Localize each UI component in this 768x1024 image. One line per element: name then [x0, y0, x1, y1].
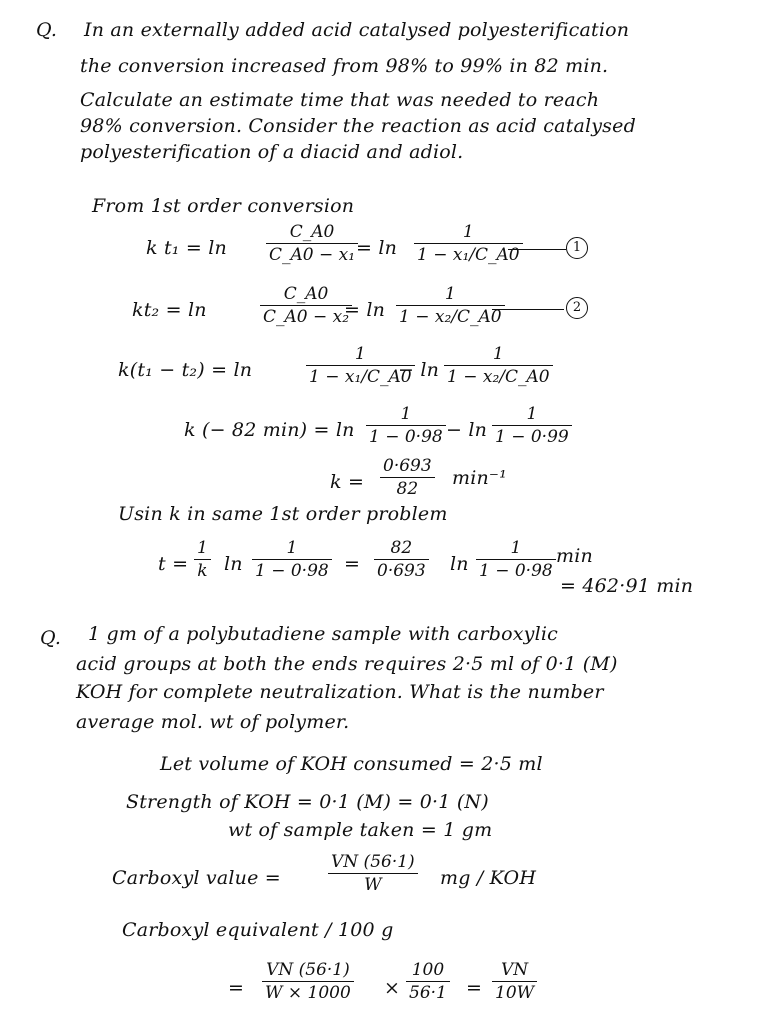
carboxyl-equivalent-equals: = — [228, 977, 245, 999]
eq6-fraction-3-numerator: 82 — [390, 538, 413, 558]
eq6-fraction-3 — [374, 538, 429, 581]
eq2-fraction-2-denominator: 1 − x₂/C_A0 — [399, 307, 502, 327]
eq5-unit: min⁻¹ — [452, 467, 507, 489]
question-1-marker: Q. — [36, 19, 58, 41]
eq6-fraction-2-denominator: 1 − 0·98 — [255, 561, 329, 581]
solution-2-line-3: wt of sample taken = 1 gm — [228, 819, 493, 841]
carboxyl-equivalent-equals-2: = — [466, 977, 483, 999]
question-1-line-2: the conversion increased from 98% to 99% in 82 min. — [80, 55, 609, 77]
carboxyl-equivalent-times: × — [384, 977, 401, 999]
eq2-fraction-2 — [396, 284, 505, 327]
carboxyl-equivalent-fraction-1 — [262, 960, 354, 1003]
equation-2-tag: 2 — [566, 297, 588, 319]
eq4-fraction-2-denominator: 1 − 0·99 — [495, 427, 569, 447]
carboxyl-value-fraction — [328, 852, 418, 895]
eq6-fraction-4 — [476, 538, 556, 581]
fraction-bar — [492, 981, 537, 982]
carboxyl-equivalent-fraction-3-denominator: 10W — [495, 983, 535, 1003]
fraction-bar — [380, 477, 435, 478]
carboxyl-equivalent-fraction-3 — [492, 960, 537, 1003]
fraction-bar — [476, 559, 556, 560]
eq2-fraction-1-denominator: C_A0 − x₂ — [263, 307, 350, 327]
fraction-bar — [414, 243, 523, 244]
eq3-fraction-2 — [444, 344, 553, 387]
eq1-fraction-2-numerator: 1 — [462, 222, 474, 242]
fraction-bar — [396, 305, 505, 306]
carboxyl-equivalent-fraction-2-numerator: 100 — [411, 960, 445, 980]
eq6-fraction-1-numerator: 1 — [197, 538, 208, 558]
eq1-fraction-2 — [414, 222, 523, 265]
carboxyl-value-unit: mg / KOH — [440, 867, 537, 889]
eq3-fraction-1-denominator: 1 − x₁/C_A0 — [309, 367, 412, 387]
fraction-bar — [260, 305, 352, 306]
eq6-fraction-2-numerator: 1 — [286, 538, 298, 558]
eq6-result: = 462·91 min — [560, 575, 694, 597]
eq2-fraction-2-numerator: 1 — [444, 284, 456, 304]
fraction-bar — [194, 559, 211, 560]
solution-2-line-1: Let volume of KOH consumed = 2·5 ml — [160, 753, 543, 775]
question-2-line-1: 1 gm of a polybutadiene sample with carboxylic — [88, 623, 558, 645]
eq5-numerator: 0·693 — [383, 456, 432, 476]
eq6-fraction-3-denominator: 0·693 — [377, 561, 426, 581]
solution-1-using-k: Usin k in same 1st order problem — [118, 503, 448, 525]
question-2-line-3: KOH for complete neutralization. What is the number — [76, 681, 604, 703]
solution-2-line-2: Strength of KOH = 0·1 (M) = 0·1 (N) — [126, 791, 489, 813]
eq6-ln-2: ln — [450, 553, 469, 575]
eq2-fraction-1-numerator: C_A0 — [283, 284, 329, 304]
fraction-bar — [266, 243, 358, 244]
eq6-fraction-1 — [194, 538, 211, 581]
eq5-denominator: 82 — [396, 479, 419, 499]
carboxyl-equivalent-label: Carboxyl equivalent / 100 g — [122, 919, 394, 941]
fraction-bar — [492, 425, 572, 426]
fraction-bar — [328, 873, 418, 874]
eq1-fraction-1 — [266, 222, 358, 265]
eq6-lhs: t = — [158, 553, 189, 575]
eq6-unit: min — [556, 545, 593, 567]
eq6-fraction-1-denominator: k — [197, 561, 208, 581]
eq4-fraction-2 — [492, 404, 572, 447]
eq3-fraction-1-numerator: 1 — [354, 344, 366, 364]
solution-1-intro: From 1st order conversion — [92, 195, 355, 217]
question-2-line-2: acid groups at both the ends requires 2·5 ml of 0·1 (M) — [76, 653, 618, 675]
carboxyl-value-numerator: VN (56·1) — [331, 852, 415, 872]
eq4-fraction-1-numerator: 1 — [400, 404, 412, 424]
eq2-mid: = ln — [344, 299, 386, 321]
eq4-fraction-2-numerator: 1 — [526, 404, 538, 424]
fraction-bar — [444, 365, 553, 366]
fraction-bar — [406, 981, 450, 982]
equation-leader-line — [508, 249, 566, 250]
question-2-line-4: average mol. wt of polymer. — [76, 711, 350, 733]
carboxyl-equivalent-fraction-2 — [406, 960, 450, 1003]
eq3-fraction-2-numerator: 1 — [492, 344, 504, 364]
eq6-ln-1: ln — [224, 553, 243, 575]
question-1-line-5: polyesterification of a diacid and adiol. — [80, 141, 464, 163]
question-1-line-4: 98% conversion. Consider the reaction as acid catalysed — [80, 115, 636, 137]
carboxyl-equivalent-fraction-2-denominator: 56·1 — [409, 983, 447, 1003]
eq3-lhs: k(t₁ − t₂) = ln — [118, 359, 253, 381]
eq1-fraction-1-denominator: C_A0 − x₁ — [269, 245, 356, 265]
carboxyl-value-label: Carboxyl value = — [112, 867, 281, 889]
eq6-fraction-2 — [252, 538, 332, 581]
eq3-mid: − ln — [398, 359, 440, 381]
question-2-marker: Q. — [40, 627, 62, 649]
eq6-fraction-4-denominator: 1 − 0·98 — [479, 561, 553, 581]
carboxyl-equivalent-fraction-1-denominator: W × 1000 — [265, 983, 351, 1003]
eq4-fraction-1 — [366, 404, 446, 447]
question-1-line-3: Calculate an estimate time that was needed to reach — [80, 89, 600, 111]
fraction-bar — [252, 559, 332, 560]
eq4-mid: − ln — [446, 419, 488, 441]
eq1-fraction-1-numerator: C_A0 — [289, 222, 335, 242]
equation-leader-line — [492, 309, 564, 310]
eq1-lhs: k t₁ = ln — [146, 237, 227, 259]
carboxyl-value-denominator: W — [364, 875, 382, 895]
eq2-fraction-1 — [260, 284, 352, 327]
eq6-fraction-4-numerator: 1 — [510, 538, 522, 558]
carboxyl-equivalent-fraction-1-numerator: VN (56·1) — [266, 960, 350, 980]
fraction-bar — [374, 559, 429, 560]
equation-1-tag: 1 — [566, 237, 588, 259]
eq4-fraction-1-denominator: 1 − 0·98 — [369, 427, 443, 447]
carboxyl-equivalent-fraction-3-numerator: VN — [500, 960, 529, 980]
eq4-lhs: k (− 82 min) = ln — [184, 419, 355, 441]
eq3-fraction-2-denominator: 1 − x₂/C_A0 — [447, 367, 550, 387]
eq5-fraction — [380, 456, 435, 499]
eq2-lhs: kt₂ = ln — [132, 299, 207, 321]
eq6-mid: = — [344, 553, 361, 575]
fraction-bar — [366, 425, 446, 426]
question-1-line-1: In an externally added acid catalysed polyesterification — [84, 19, 630, 41]
eq1-fraction-2-denominator: 1 − x₁/C_A0 — [417, 245, 520, 265]
fraction-bar — [262, 981, 354, 982]
eq5-lhs: k = — [330, 471, 365, 493]
eq1-mid: = ln — [356, 237, 398, 259]
